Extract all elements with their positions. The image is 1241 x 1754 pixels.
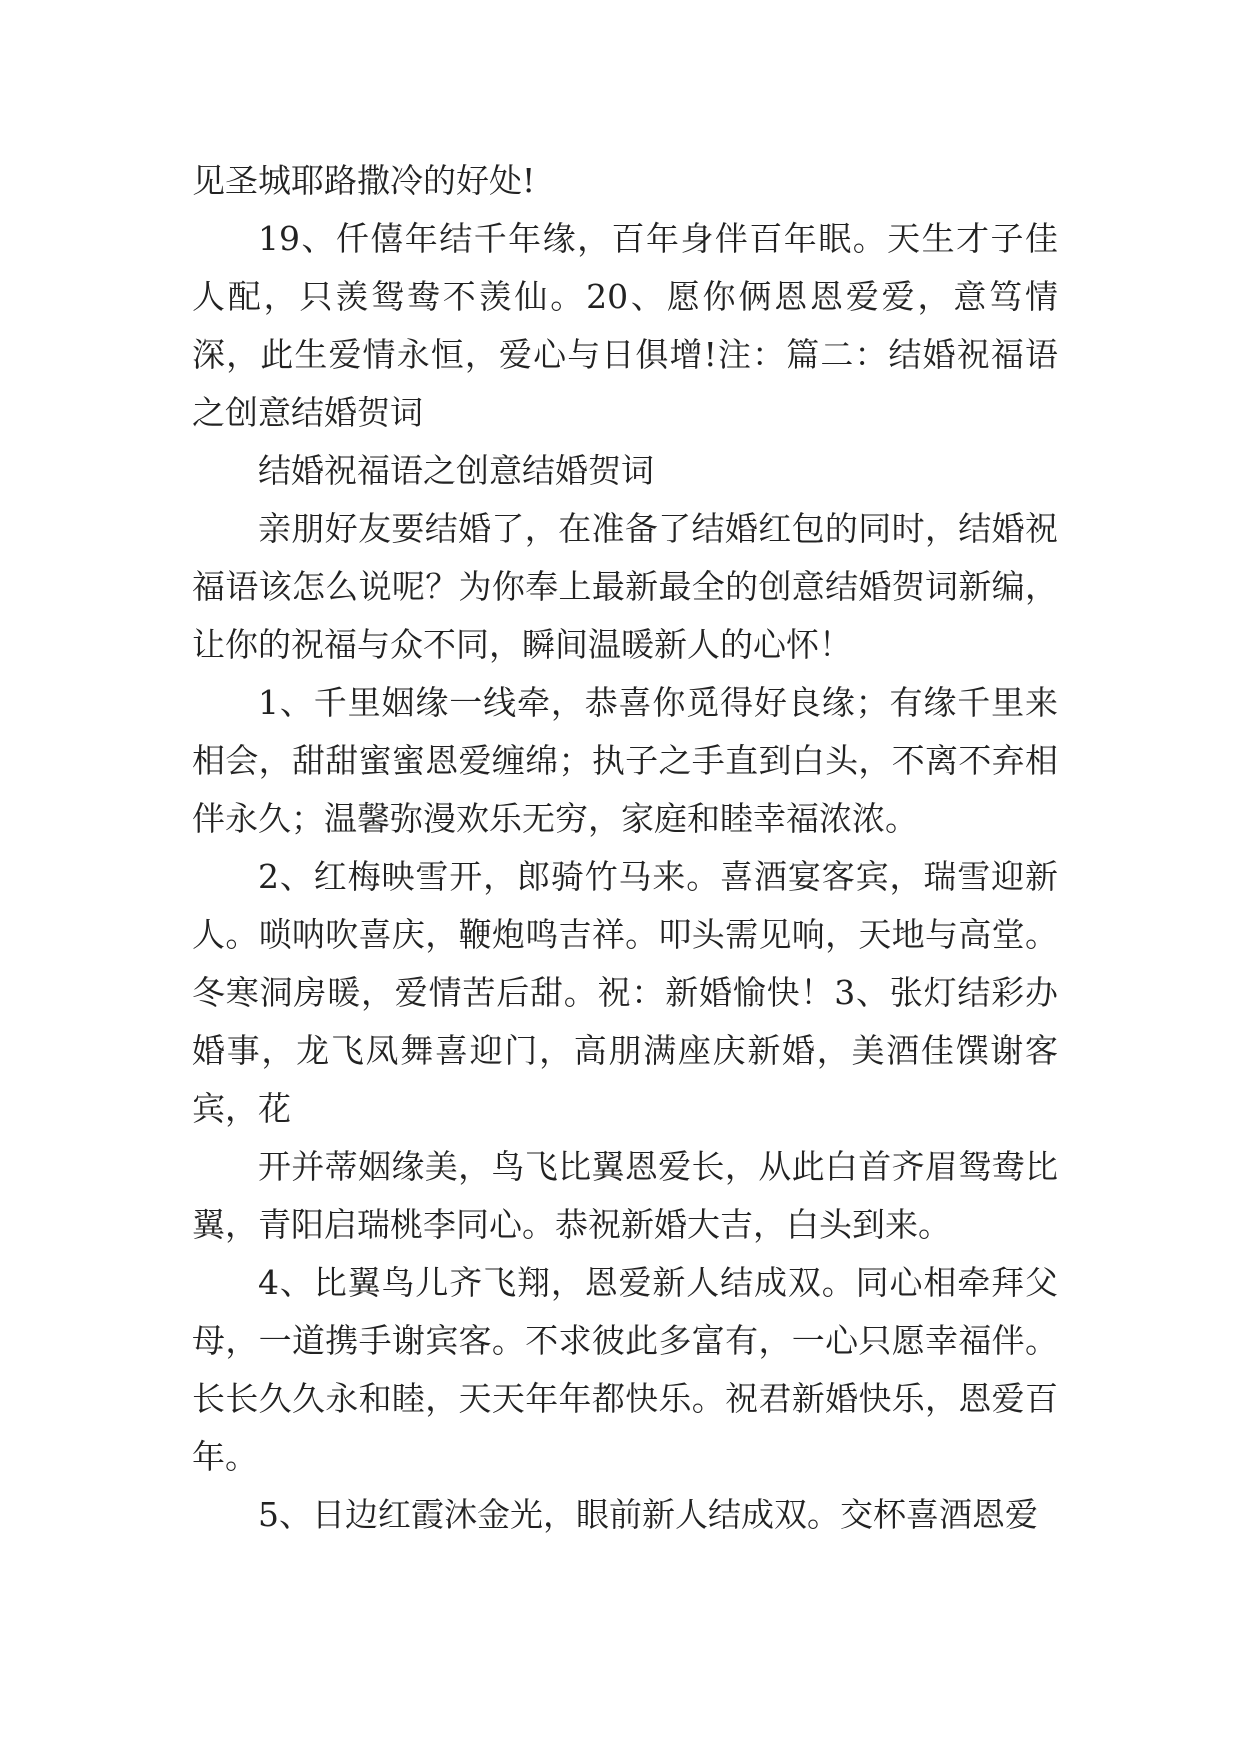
paragraph: 19、仟僖年结千年缘，百年身伴百年眠。天生才子佳人配，只羡鸳鸯不羡仙。20、愿你俩恩恩爱爱，意笃情深，此生爱情永恒，爱心与日俱增!注：篇二：结婚祝福语之创意结婚贺词	[192, 219, 1058, 432]
document-body	[192, 152, 1058, 1544]
paragraph: 开并蒂姻缘美，鸟飞比翼恩爱长，从此白首齐眉鸳鸯比翼，青阳启瑞桃李同心。恭祝新婚大吉，白头到来。	[192, 1147, 1058, 1244]
paragraph: 亲朋好友要结婚了，在准备了结婚红包的同时，结婚祝福语该怎么说呢？为你奉上最新最全的创意结婚贺词新编，让你的祝福与众不同，瞬间温暖新人的心怀！	[192, 509, 1058, 664]
section-heading: 结婚祝福语之创意结婚贺词	[258, 451, 654, 490]
paragraph: 4、比翼鸟儿齐飞翔，恩爱新人结成双。同心相牵拜父母，一道携手谢宾客。不求彼此多富有，一心只愿幸福伴。长长久久永和睦，天天年年都快乐。祝君新婚快乐，恩爱百年。	[192, 1263, 1058, 1476]
paragraph: 见圣城耶路撒冷的好处!	[192, 161, 536, 200]
paragraph: 5、日边红霞沐金光，眼前新人结成双。交杯喜酒恩爱	[258, 1495, 1038, 1534]
paragraph: 1、千里姻缘一线牵，恭喜你觅得好良缘；有缘千里来相会，甜甜蜜蜜恩爱缠绵；执子之手直到白头，不离不弃相伴永久；温馨弥漫欢乐无穷，家庭和睦幸福浓浓。	[192, 683, 1058, 838]
paragraph: 2、红梅映雪开，郎骑竹马来。喜酒宴客宾，瑞雪迎新人。唢呐吹喜庆，鞭炮鸣吉祥。叩头需见响，天地与高堂。冬寒洞房暖，爱情苦后甜。祝：新婚愉快！3、张灯结彩办婚事，龙飞凤舞喜迎门，高朋满座庆新婚，美酒佳馔谢客宾，花	[192, 857, 1058, 1128]
